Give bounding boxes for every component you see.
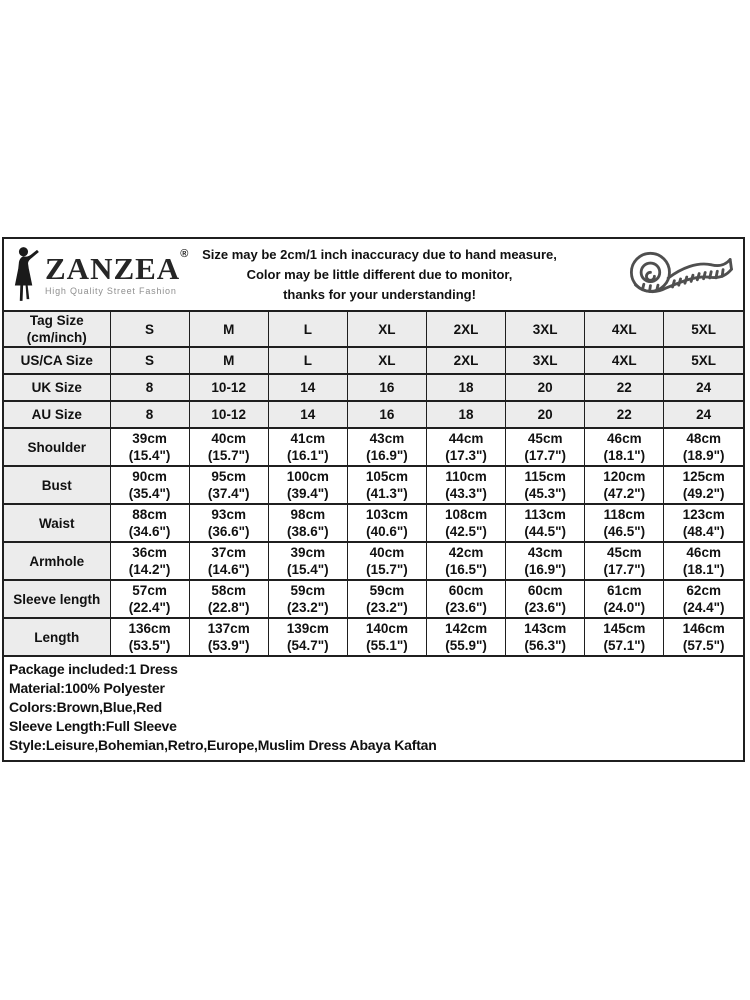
registered-mark: ®	[180, 248, 189, 260]
measurement-cell: 105cm (41.3")	[347, 466, 426, 504]
measurement-row	[4, 580, 743, 618]
row-label: Sleeve length	[4, 580, 110, 618]
size-cell: 8	[110, 374, 189, 401]
measurement-cell: 62cm (24.4")	[664, 580, 743, 618]
measurement-cell: 90cm (35.4")	[110, 466, 189, 504]
measurement-row	[4, 428, 743, 466]
measurement-row	[4, 542, 743, 580]
measurement-cell: 113cm (44.5")	[506, 504, 585, 542]
size-cell: 4XL	[585, 312, 664, 347]
disclaimer-line: Color may be little different due to monitor,	[246, 266, 513, 282]
size-system-row	[4, 312, 743, 347]
row-label: Shoulder	[4, 428, 110, 466]
measurement-cell: 143cm (56.3")	[506, 618, 585, 655]
row-label: Waist	[4, 504, 110, 542]
size-cell: M	[189, 312, 268, 347]
size-table	[4, 312, 743, 655]
disclaimer-line: Size may be 2cm/1 inch inaccuracy due to hand measure,	[202, 246, 557, 262]
measurement-cell: 58cm (22.8")	[189, 580, 268, 618]
measurement-cell: 103cm (40.6")	[347, 504, 426, 542]
measurement-cell: 108cm (42.5")	[427, 504, 506, 542]
measurement-cell: 142cm (55.9")	[427, 618, 506, 655]
product-note-line: Package included:1 Dress	[9, 661, 178, 677]
brand-name: ZANZEA	[45, 251, 181, 286]
size-cell: 22	[585, 374, 664, 401]
size-cell: 10-12	[189, 401, 268, 428]
size-cell: 14	[268, 374, 347, 401]
size-cell: 18	[427, 401, 506, 428]
size-cell: 20	[506, 374, 585, 401]
measurement-cell: 36cm (14.2")	[110, 542, 189, 580]
measurement-cell: 44cm (17.3")	[427, 428, 506, 466]
size-cell: 4XL	[585, 347, 664, 374]
size-cell: 3XL	[506, 347, 585, 374]
row-label: Length	[4, 618, 110, 655]
measurement-cell: 43cm (16.9")	[506, 542, 585, 580]
size-cell: 20	[506, 401, 585, 428]
measurement-row	[4, 466, 743, 504]
row-label: Armhole	[4, 542, 110, 580]
size-cell: 2XL	[427, 312, 506, 347]
size-chart-sheet	[2, 237, 745, 762]
measurement-cell: 146cm (57.5")	[664, 618, 743, 655]
measurement-row	[4, 504, 743, 542]
size-cell: 5XL	[664, 312, 743, 347]
row-label: AU Size	[4, 401, 110, 428]
row-label: Tag Size (cm/inch)	[4, 312, 110, 347]
measurement-cell: 46cm (18.1")	[664, 542, 743, 580]
measurement-cell: 100cm (39.4")	[268, 466, 347, 504]
measurement-cell: 115cm (45.3")	[506, 466, 585, 504]
size-cell: 5XL	[664, 347, 743, 374]
measurement-cell: 145cm (57.1")	[585, 618, 664, 655]
size-cell: 16	[347, 401, 426, 428]
measurement-cell: 59cm (23.2")	[347, 580, 426, 618]
measurement-cell: 60cm (23.6")	[506, 580, 585, 618]
measurement-cell: 37cm (14.6")	[189, 542, 268, 580]
measurement-row	[4, 618, 743, 655]
measurement-cell: 93cm (36.6")	[189, 504, 268, 542]
size-system-row	[4, 374, 743, 401]
measurement-cell: 40cm (15.7")	[189, 428, 268, 466]
measurement-cell: 139cm (54.7")	[268, 618, 347, 655]
size-cell: 3XL	[506, 312, 585, 347]
row-label: US/CA Size	[4, 347, 110, 374]
size-cell: 2XL	[427, 347, 506, 374]
size-system-row	[4, 347, 743, 374]
product-note-line: Sleeve Length:Full Sleeve	[9, 718, 177, 734]
measurement-cell: 60cm (23.6")	[427, 580, 506, 618]
brand-tagline: High Quality Street Fashion	[45, 286, 177, 296]
disclaimer-line: thanks for your understanding!	[283, 286, 476, 302]
measurement-cell: 98cm (38.6")	[268, 504, 347, 542]
row-label: Bust	[4, 466, 110, 504]
measuring-tape-icon	[619, 244, 735, 306]
product-notes	[4, 655, 743, 760]
size-cell: 24	[664, 374, 743, 401]
measurement-cell: 39cm (15.4")	[110, 428, 189, 466]
size-cell: XL	[347, 347, 426, 374]
size-cell: 10-12	[189, 374, 268, 401]
size-cell: M	[189, 347, 268, 374]
header-band	[4, 239, 743, 312]
product-note-line: Material:100% Polyester	[9, 680, 165, 696]
measurement-cell: 41cm (16.1")	[268, 428, 347, 466]
measurement-cell: 45cm (17.7")	[506, 428, 585, 466]
measurement-cell: 61cm (24.0")	[585, 580, 664, 618]
size-cell: 14	[268, 401, 347, 428]
measurement-cell: 48cm (18.9")	[664, 428, 743, 466]
measurement-cell: 88cm (34.6")	[110, 504, 189, 542]
size-cell: 16	[347, 374, 426, 401]
size-cell: 8	[110, 401, 189, 428]
measurement-cell: 140cm (55.1")	[347, 618, 426, 655]
woman-silhouette-icon	[11, 246, 43, 304]
measurement-cell: 45cm (17.7")	[585, 542, 664, 580]
measurement-cell: 40cm (15.7")	[347, 542, 426, 580]
size-cell: L	[268, 347, 347, 374]
measurement-cell: 110cm (43.3")	[427, 466, 506, 504]
size-cell: XL	[347, 312, 426, 347]
measurement-cell: 57cm (22.4")	[110, 580, 189, 618]
size-cell: 18	[427, 374, 506, 401]
measurement-cell: 123cm (48.4")	[664, 504, 743, 542]
row-label: UK Size	[4, 374, 110, 401]
measurement-cell: 39cm (15.4")	[268, 542, 347, 580]
brand-logo	[4, 246, 202, 304]
brand-text-block	[45, 248, 189, 296]
size-cell: S	[110, 347, 189, 374]
measurement-cell: 95cm (37.4")	[189, 466, 268, 504]
measurement-cell: 42cm (16.5")	[427, 542, 506, 580]
measurement-cell: 136cm (53.5")	[110, 618, 189, 655]
measure-disclaimer	[202, 245, 619, 305]
measurement-cell: 43cm (16.9")	[347, 428, 426, 466]
size-cell: L	[268, 312, 347, 347]
product-note-line: Style:Leisure,Bohemian,Retro,Europe,Muslim Dress Abaya Kaftan	[9, 737, 437, 753]
size-cell: 22	[585, 401, 664, 428]
size-cell: 24	[664, 401, 743, 428]
measurement-cell: 59cm (23.2")	[268, 580, 347, 618]
measurement-cell: 120cm (47.2")	[585, 466, 664, 504]
measurement-cell: 118cm (46.5")	[585, 504, 664, 542]
size-cell: S	[110, 312, 189, 347]
product-note-line: Colors:Brown,Blue,Red	[9, 699, 162, 715]
size-table-body	[4, 312, 743, 655]
measurement-cell: 137cm (53.9")	[189, 618, 268, 655]
measurement-cell: 125cm (49.2")	[664, 466, 743, 504]
measurement-cell: 46cm (18.1")	[585, 428, 664, 466]
size-system-row	[4, 401, 743, 428]
